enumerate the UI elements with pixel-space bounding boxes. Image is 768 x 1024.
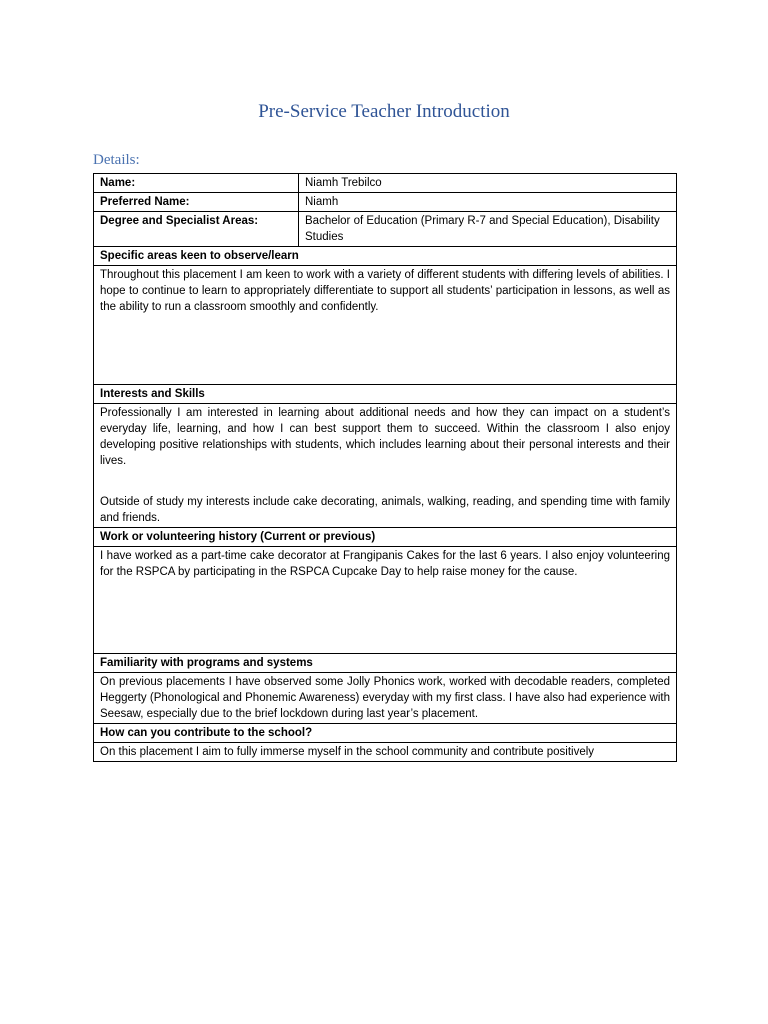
field-value: Niamh: [299, 193, 677, 212]
section-body: [94, 672, 677, 723]
section-heading: Familiarity with programs and systems: [94, 653, 677, 672]
section-heading: Interests and Skills: [94, 385, 677, 404]
section-paragraph: Professionally I am interested in learning about additional needs and how they can impact on a student’s everyday life, learning, and how I can best support them to succeed. Within the classroom I also enjoy developing positive relationships with students, which includes learning about their personal interests and their lives.: [100, 407, 670, 467]
section-heading: Work or volunteering history (Current or previous): [94, 527, 677, 546]
section-body: [94, 742, 677, 761]
section-paragraph: Throughout this placement I am keen to work with a variety of different students with differing levels of abilities. I hope to continue to learn to appropriately differentiate to support all students’ participation in lessons, as well as the ability to run a classroom smoothly and confidently.: [100, 269, 670, 313]
section-body-row: [94, 266, 677, 385]
section-body-row: [94, 672, 677, 723]
section-body-row: [94, 546, 677, 653]
section-body-row: [94, 742, 677, 761]
section-body: [94, 404, 677, 528]
field-row-preferred-name: [94, 193, 677, 212]
field-row-name: [94, 174, 677, 193]
section-heading: How can you contribute to the school?: [94, 723, 677, 742]
section-paragraph: Outside of study my interests include cake decorating, animals, walking, reading, and spending time with family and friends.: [100, 495, 670, 524]
section-body: [94, 266, 677, 385]
details-label: Details:: [93, 152, 140, 168]
section-heading-row: [94, 527, 677, 546]
section-heading-row: [94, 653, 677, 672]
section-heading-row: [94, 723, 677, 742]
field-row-degree: [94, 212, 677, 247]
field-label: Name:: [94, 174, 299, 193]
field-value: Bachelor of Education (Primary R-7 and Special Education), Disability Studies: [299, 212, 677, 247]
section-body-row: [94, 404, 677, 528]
field-value: Niamh Trebilco: [299, 174, 677, 193]
details-table: [93, 173, 677, 762]
section-body: [94, 546, 677, 653]
section-heading-row: [94, 385, 677, 404]
section-heading-row: [94, 247, 677, 266]
section-heading: Specific areas keen to observe/learn: [94, 247, 677, 266]
field-label: Degree and Specialist Areas:: [94, 212, 299, 247]
section-paragraph: I have worked as a part-time cake decorator at Frangipanis Cakes for the last 6 years. I also enjoy volunteering for the RSPCA by participating in the RSPCA Cupcake Day to help raise money for the cause.: [100, 549, 670, 578]
section-paragraph: On previous placements I have observed some Jolly Phonics work, worked with decodable readers, completed Heggerty (Phonological and Phonemic Awareness) everyday with my first class. I have also had experience with Seesaw, especially due to the brief lockdown during last year’s placement.: [100, 675, 670, 720]
document-title: Pre-Service Teacher Introduction: [258, 101, 510, 122]
field-label: Preferred Name:: [94, 193, 299, 212]
section-paragraph: On this placement I aim to fully immerse myself in the school community and contribute positively: [100, 745, 595, 758]
